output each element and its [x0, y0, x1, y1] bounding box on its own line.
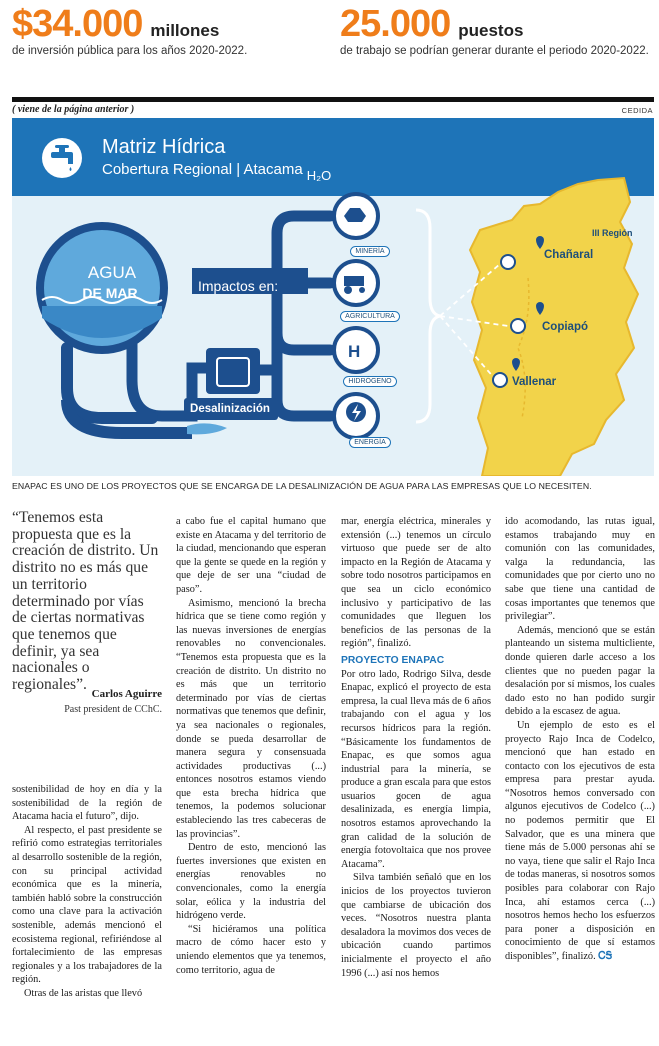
infographic: [12, 118, 654, 476]
paragraph: Otras de las aristas que llevó: [24, 987, 143, 999]
bracket: [416, 210, 440, 422]
paragraph: sostenibilidad de hoy en día y la sostenibilidad de la región de Atacama hacia el futuro”, dijo.: [12, 784, 162, 823]
impact-energia: ENERGÍA: [349, 437, 391, 448]
plant-marker-chanaral: [501, 255, 515, 269]
stat-unit: puestos: [458, 21, 524, 40]
impacts-label: Impactos en:: [198, 278, 279, 294]
section-subhead: PROYECTO ENAPAC: [341, 654, 445, 666]
tractor-icon: [344, 276, 364, 286]
desalination-label: Desalinización: [190, 403, 270, 415]
stat-number: 25.000: [340, 3, 451, 45]
pull-quote: “Tenemos esta propuesta que es la creación de distrito. Un distrito no es más que un territorio determinado por vías de ciertas normativas que tenemos que definir, ya sea nacionales o regionales”.: [12, 509, 159, 694]
city-copiapo: Copiapó: [542, 321, 588, 333]
subtitle-text: Cobertura Regional | Atacama: [102, 161, 303, 178]
plant-marker-vallenar: [493, 373, 507, 387]
quote-author-role: Past president de CChC.: [64, 704, 162, 715]
continuation-kicker: ( viene de la página anterior ): [12, 104, 135, 115]
impact-hidrogeno: HIDRÓGENO: [343, 376, 396, 387]
plant-marker-copiapo: [511, 319, 525, 333]
section-divider: [12, 97, 654, 102]
paragraph: a cabo fue el capital humano que existe en Atacama y del territorio de la ciudad, mencionando que esperan que la gente se quede en la región y que deje de ser una “ciudad de paso”.: [176, 516, 326, 595]
paragraph: ido acomodando, las rutas igual, estamos trabajando muy en comunión con las comunidades, valga la redundancia, las comunidades que por cierto uno no sabe que tiene una cantidad de cosas importantes que tenemos que privilegiar”.: [505, 516, 655, 623]
stat-number: $34.000: [12, 3, 143, 45]
end-mark: ᏟᎦ: [598, 951, 613, 962]
h2o-label: H₂O: [306, 168, 332, 183]
stat-description: de trabajo se podrían generar durante el periodo 2020-2022.: [340, 45, 649, 57]
paragraph: Además, mencionó que se están planteando un sistema multicliente, donde quieren darle acceso a los clientes que no pueden pagar la desalación por sí mismos, los cuales dado esto no han podido surgir debido a la escasez de agua.: [505, 624, 655, 718]
paragraph: mar, energía eléctrica, minerales y extensión (...) tenemos un círculo virtuoso que puede ser de alto impacto en la Región de Atacama y sobre todo nosotros participamos en que sea un ciclo económico inclusivo y participativo de las comunidades que lleguen los beneficios de las personas de la región”, finalizó.: [341, 516, 491, 650]
stat-jobs: [340, 4, 652, 57]
photo-credit: CEDIDA: [621, 106, 653, 115]
pipe-hidrogeno: [277, 333, 330, 350]
hydrogen-icon: H: [348, 342, 361, 361]
pipe-energia: [277, 358, 330, 416]
paragraph-text: Un ejemplo de esto es el proyecto Rajo Inca de Codelco, mencionó que han estado en contacto con los ejecutivos de esta empresa para prestar ayuda. “Nosotros hemos conversado con algunos ejecutivos de Codelco (...) no podemos permitir que El Salvador, que es una minera que tiene más de 5.000 personas ahí se no vaya, tiene que salir el Rajo Inca de todas maneras, si nosotros somos posibles para colaborar con Rajo Inca, ahí estamos cerca (...) nosotros hemos hecho los esfuerzos para poner a disposición en conocimiento de que sí estamos disponibles”, finalizó.: [505, 719, 655, 962]
water-splash: [187, 423, 227, 434]
infographic-caption: ENAPAC ES UNO DE LOS PROYECTOS QUE SE ENCARGA DE LA DESALINIZACIÓN DE AGUA PARA LAS EMPRESAS QUE LO NECESITEN.: [12, 481, 592, 491]
paragraph: Silva también señaló que en los inicios de los proyectos tuvieron que cambiarse de ubicación dos veces. “Nosotros nuestra planta desaladora la movimos dos veces de ubicación cuando partimos inicialmente el proyecto el año 1996 (...) así nos hemos: [341, 872, 491, 979]
infographic-title: Matriz Hídrica: [102, 136, 226, 158]
city-chanaral: Chañaral: [544, 249, 594, 261]
article-column-4: [505, 515, 655, 964]
article-column-3: [341, 515, 491, 980]
paragraph: [505, 719, 655, 964]
article-column-1: [12, 783, 162, 1001]
sea-label: DE MAR: [82, 285, 138, 301]
paragraph: Por otro lado, Rodrigo Silva, desde Enapac, explicó el proyecto de esta empresa, la cual lleva más de 6 años trabajando con el agua y los recursos hídricos para la región. “Básicamente los fundamentos de Enapac, es que somos agua industrial para la minería, se produce a gran escala para que estos usuarios gocen de agua desalinizada, es energía limpia, nosotros estamos aprovechando la gran calidad de la solución de energía fotovoltaica que nos provee Atacama”.: [341, 668, 491, 870]
quote-author: Carlos Aguirre: [91, 688, 162, 700]
impact-agricultura: AGRICULTURA: [340, 311, 400, 322]
stat-investment: [12, 4, 332, 57]
paragraph: Al respecto, el past presidente se refirió como estrategias territoriales al desarrollo sostenible de la región, con su principal actividad económica que es la minería, también habló sobre la construcción como una clave para la activación sostenible, además mencionó el ecosistema regional, refiriéndose al fortalecimiento de las empresas regionales y a los trabajadores de la región.: [12, 824, 162, 986]
water-label: AGUA: [87, 263, 137, 282]
impact-mineria: MINERÍA: [350, 246, 389, 257]
region-label: III Región: [592, 228, 633, 238]
paragraph: “Si hiciéramos una política macro de cómo hacer esto y uniendo elementos que ya tenemos, como territorio, agua de: [176, 923, 326, 976]
city-vallenar: Vallenar: [512, 376, 557, 388]
paragraph: Dentro de esto, mencionó las fuertes inversiones que existen en energías renovables no convencionales, como la energía solar, eólica y la industria del hidrógeno verde.: [176, 842, 326, 922]
stat-unit: millones: [150, 21, 220, 40]
article-column-2: [176, 515, 326, 977]
desal-plant: [206, 348, 260, 394]
paragraph: Asimismo, mencionó la brecha hídrica que se tiene como región y las nuevas inversiones de energías renovables no convencionales. “Tenemos esta propuesta que es la creación de distrito. Un distrito no es más que un territorio determinado por vías de ciertas normativas que tenemos que definir, ya sea nacionales o regionales, donde se pueda desarrollar de manera segura y consensuada actividades productivas (...) entonces nosotros estamos viendo que esta brecha hídrica que tenemos, la podemos solucionar estableciendo las tres cabeceras de las provincias”.: [176, 597, 326, 840]
stat-description: de inversión pública para los años 2020-2022.: [12, 45, 248, 57]
